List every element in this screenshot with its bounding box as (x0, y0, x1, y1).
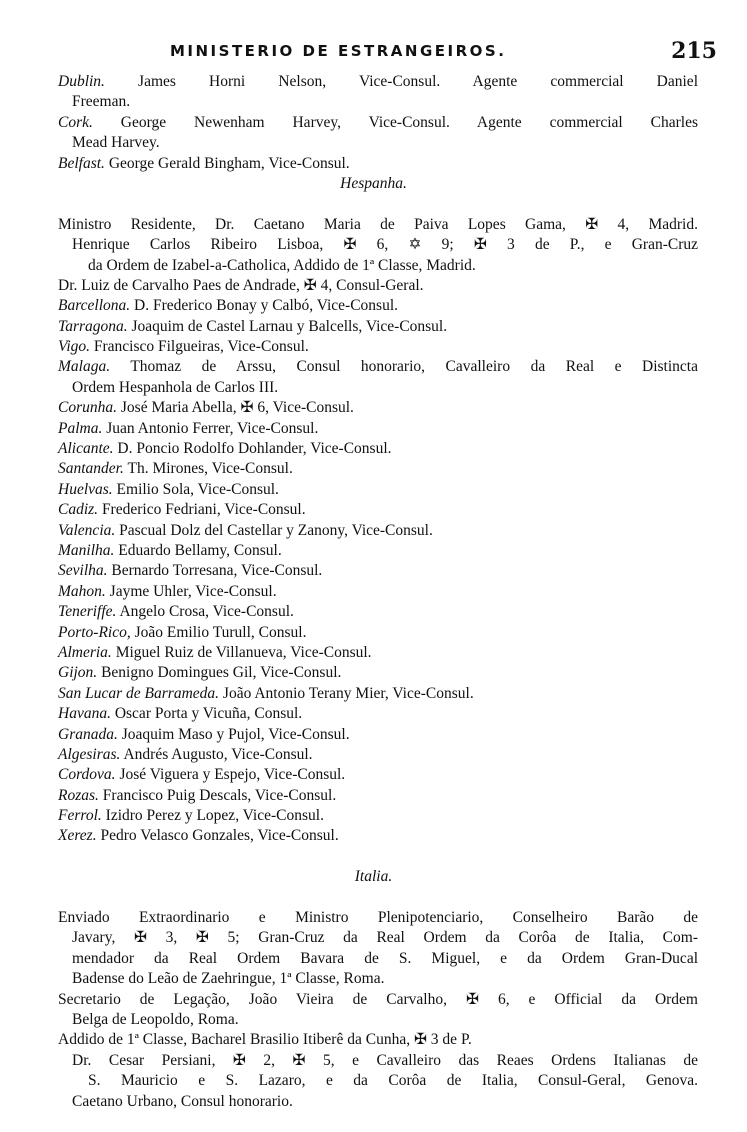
entry-text: Pascual Dolz del Castellar y Zanony, Vice-Consul. (115, 521, 433, 539)
entry-text: Mead Harvey. (72, 134, 160, 152)
section-heading (0, 867, 747, 887)
text-line (0, 398, 698, 418)
text-line (0, 663, 698, 683)
place-name: Tarragona. (58, 317, 128, 335)
place-name: Corunha. (58, 399, 117, 417)
entry-text: Eduardo Bellamy, Consul. (114, 541, 282, 559)
entry-text: Bernardo Torresana, Vice-Consul. (107, 562, 323, 580)
text-line (0, 1030, 698, 1050)
text-line (0, 317, 698, 337)
entry-text: Henrique Carlos Ribeiro Lisboa, ✠ 6, ✡ 9; ✠ 3 de P., e Gran-Cruz (72, 236, 698, 254)
entry-text: S. Mauricio e S. Lazaro, e da Corôa de Italia, Consul-Geral, Genova. (88, 1072, 698, 1090)
place-name: Alicante. (58, 440, 114, 458)
entry-text: da Ordem de Izabel-a-Catholica, Addido de 1ª Classe, Madrid. (88, 256, 476, 274)
place-name: Cordova. (58, 766, 116, 784)
place-name: Cork. (58, 113, 93, 131)
place-name: Almeria. (58, 643, 112, 661)
text-line (0, 643, 698, 663)
text-line (0, 826, 698, 846)
text-line (0, 623, 698, 643)
text-line (0, 276, 698, 296)
place-name: Teneriffe. (58, 603, 117, 621)
place-name: San Lucar de Barrameda. (58, 684, 220, 702)
text-line (0, 480, 698, 500)
entry-text: Addido de 1ª Classe, Bacharel Brasilio Itiberê da Cunha, ✠ 3 de P. (58, 1031, 472, 1049)
text-line (0, 561, 698, 581)
entry-text: Badense do Leão de Zaehringue, 1ª Classe, Roma. (72, 970, 385, 988)
entry-text: Juan Antonio Ferrer, Vice-Consul. (102, 419, 319, 437)
entry-text: João Emilio Turull, Consul. (130, 623, 307, 641)
place-name: Palma. (58, 419, 103, 437)
entry-text: Dr. Luiz de Carvalho Paes de Andrade, ✠ 4, Consul-Geral. (58, 276, 424, 294)
place-name: Xerez. (58, 827, 97, 845)
entry-text: Joaquim de Castel Larnau y Balcells, Vice-Consul. (127, 317, 448, 335)
entry-text: D. Poncio Rodolfo Dohlander, Vice-Consul. (113, 440, 392, 458)
text-line (0, 1092, 698, 1112)
entry-text: Secretario de Legação, João Vieira de Carvalho, ✠ 6, e Official da Ordem (58, 990, 698, 1008)
blank-line (0, 888, 747, 908)
text-line (0, 235, 698, 255)
entry-text: José Maria Abella, ✠ 6, Vice-Consul. (117, 399, 354, 417)
blank-line (0, 847, 747, 867)
text-line (0, 215, 698, 235)
text-line (0, 500, 698, 520)
place-name: Manilha. (58, 541, 115, 559)
entry-text: Dr. Cesar Persiani, ✠ 2, ✠ 5, e Cavalleiro das Reaes Ordens Italianas de (72, 1051, 698, 1069)
text-line (0, 154, 698, 174)
entry-text: George Newenham Harvey, Vice-Consul. Agente commercial Charles (92, 113, 698, 131)
text-line (0, 357, 698, 377)
text-line (0, 684, 698, 704)
text-line (0, 704, 698, 724)
entry-text: Caetano Urbano, Consul honorario. (72, 1092, 293, 1110)
text-line (0, 602, 698, 622)
entry-text: George Gerald Bingham, Vice-Consul. (104, 154, 350, 172)
text-line (0, 113, 698, 133)
place-name: Gijon. (58, 664, 98, 682)
entry-text: Jayme Uhler, Vice-Consul. (105, 582, 277, 600)
place-name: Huelvas. (58, 480, 113, 498)
place-name: Havana. (58, 705, 111, 723)
page-number: 215 (671, 38, 717, 64)
place-name: Santander. (58, 460, 124, 478)
text-line (0, 1071, 698, 1091)
blank-line (0, 194, 747, 214)
entry-text: Izidro Perez y Lopez, Vice-Consul. (101, 807, 324, 825)
place-name: Algesiras. (58, 745, 121, 763)
place-name: Porto-Rico, (58, 623, 131, 641)
place-name: Dublin. (58, 73, 105, 90)
text-line (0, 582, 698, 602)
text-line (0, 765, 698, 785)
text-line (0, 1010, 698, 1030)
text-line (0, 725, 698, 745)
text-line (0, 72, 698, 92)
entry-text: Pedro Velasco Gonzales, Vice-Consul. (96, 827, 339, 845)
text-line (0, 969, 698, 989)
text-line (0, 256, 698, 276)
heading-text: Hespanha. (340, 174, 407, 192)
entry-text: José Viguera y Espejo, Vice-Consul. (115, 766, 346, 784)
entry-text: Th. Mirones, Vice-Consul. (123, 460, 293, 478)
text-line (0, 786, 698, 806)
text-line (0, 806, 698, 826)
entry-text: Emilio Sola, Vice-Consul. (112, 480, 279, 498)
place-name: Rozas. (58, 786, 99, 804)
place-name: Cadiz. (58, 501, 99, 519)
entry-text: Francisco Filgueiras, Vice-Consul. (90, 338, 309, 356)
text-line (0, 92, 698, 112)
text-line (0, 1051, 698, 1071)
place-name: Barcellona. (58, 297, 131, 315)
entry-text: Miguel Ruiz de Villanueva, Vice-Consul. (111, 643, 372, 661)
running-title: MINISTERIO DE ESTRANGEIROS. (170, 42, 507, 60)
text-line (0, 378, 698, 398)
place-name: Ferrol. (58, 807, 102, 825)
text-line (0, 296, 698, 316)
text-line (0, 541, 698, 561)
text-line (0, 745, 698, 765)
text-line (0, 419, 698, 439)
entry-text: Angelo Crosa, Vice-Consul. (116, 603, 294, 621)
place-name: Malaga. (58, 358, 111, 376)
text-line (0, 459, 698, 479)
text-line (0, 521, 698, 541)
place-name: Sevilha. (58, 562, 108, 580)
text-body (0, 72, 747, 1112)
entry-text: James Horni Nelson, Vice-Consul. Agente commercial Daniel (104, 73, 698, 90)
place-name: Valencia. (58, 521, 116, 539)
text-line (0, 928, 698, 948)
entry-text: Benigno Domingues Gil, Vice-Consul. (97, 664, 342, 682)
entry-text: João Antonio Terany Mier, Vice-Consul. (219, 684, 474, 702)
text-line (0, 439, 698, 459)
entry-text: Belga de Leopoldo, Roma. (72, 1010, 239, 1028)
place-name: Vigo. (58, 338, 90, 356)
entry-text: Thomaz de Arssu, Consul honorario, Cavalleiro da Real e Distincta (110, 358, 698, 376)
place-name: Mahon. (58, 582, 106, 600)
entry-text: Javary, ✠ 3, ✠ 5; Gran-Cruz da Real Ordem da Corôa de Italia, Com- (72, 929, 698, 947)
entry-text: Ministro Residente, Dr. Caetano Maria de Paiva Lopes Gama, ✠ 4, Madrid. (58, 215, 698, 233)
text-line (0, 337, 698, 357)
entry-text: Oscar Porta y Vicuña, Consul. (110, 705, 303, 723)
entry-text: Ordem Hespanhola de Carlos III. (72, 378, 279, 396)
entry-text: Andrés Augusto, Vice-Consul. (120, 745, 313, 763)
text-line (0, 133, 698, 153)
entry-text: mendador da Real Ordem Bavara de S. Miguel, e da Ordem Gran-Ducal (72, 949, 698, 967)
entry-text: Joaquim Maso y Pujol, Vice-Consul. (117, 725, 350, 743)
entry-text: Enviado Extraordinario e Ministro Plenipotenciario, Conselheiro Barão de (58, 909, 698, 927)
place-name: Granada. (58, 725, 118, 743)
section-heading (0, 174, 747, 194)
entry-text: Francisco Puig Descals, Vice-Consul. (98, 786, 337, 804)
place-name: Belfast. (58, 154, 105, 172)
entry-text: Freeman. (72, 93, 131, 111)
text-line (0, 949, 698, 969)
entry-text: D. Frederico Bonay y Calbó, Vice-Consul. (130, 297, 399, 315)
entry-text: Frederico Fedriani, Vice-Consul. (98, 501, 306, 519)
running-head (60, 40, 717, 70)
heading-text: Italia. (354, 868, 393, 886)
text-line (0, 990, 698, 1010)
text-line (0, 908, 698, 928)
